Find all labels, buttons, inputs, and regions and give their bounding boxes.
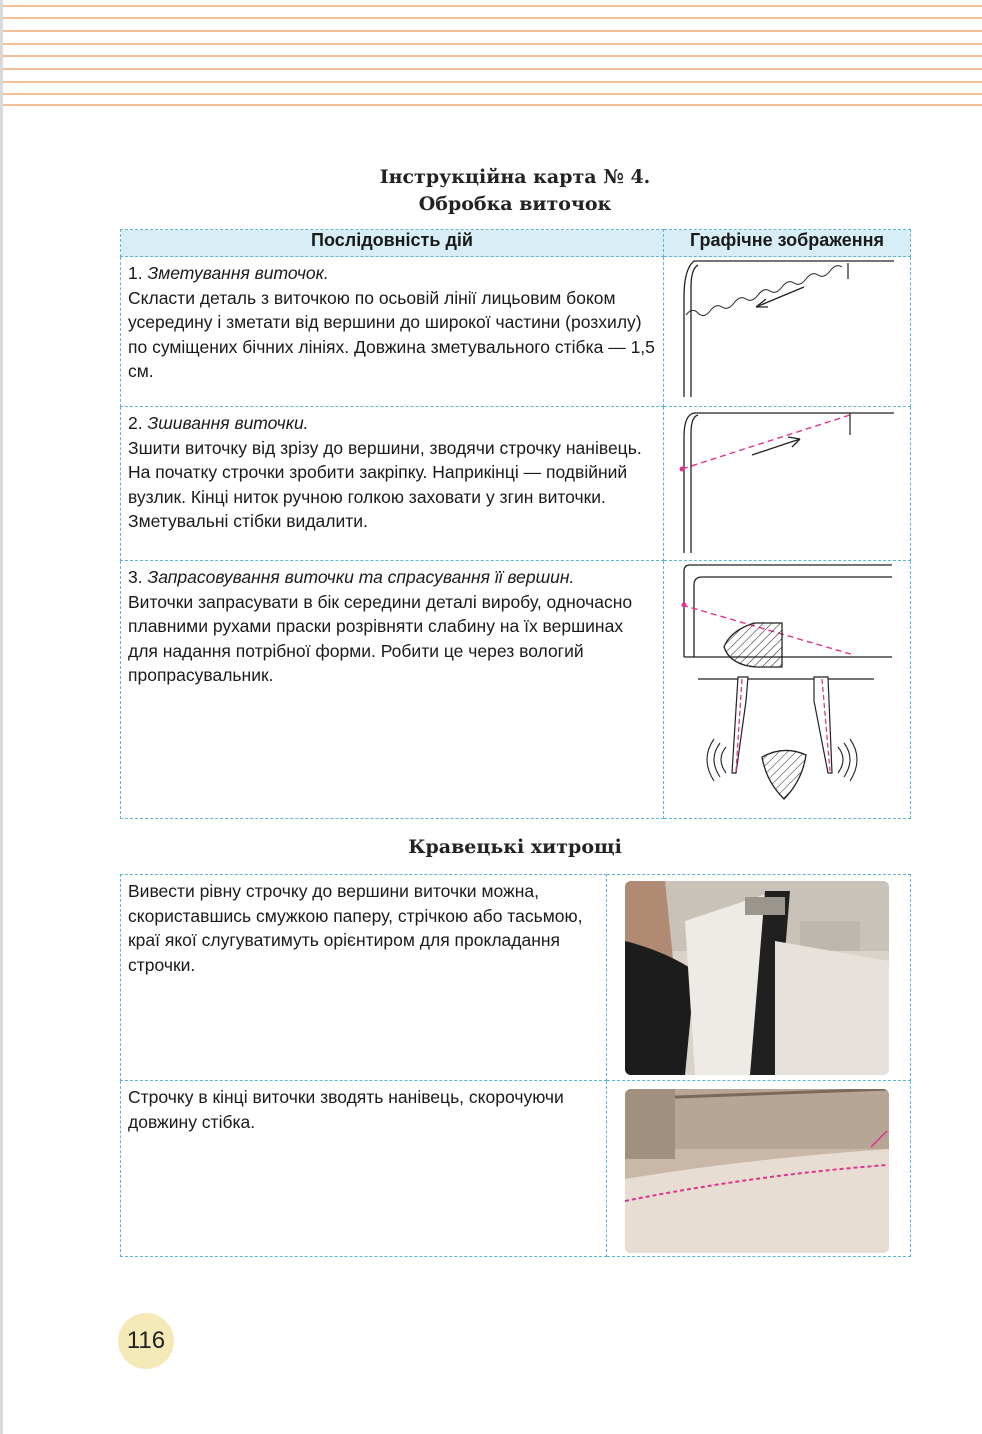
col-header-graphic: Графічне зображення xyxy=(664,230,911,257)
instruction-table xyxy=(120,229,911,819)
header-stripes xyxy=(0,0,982,110)
tip-cell xyxy=(121,1081,607,1257)
step-title: Запрасовування виточки та спрасування її вершин. xyxy=(147,567,575,587)
sewing-photo-2 xyxy=(625,1089,889,1253)
step-cell xyxy=(121,407,664,561)
step-number: 3. xyxy=(128,567,143,587)
graphic-cell xyxy=(664,257,911,407)
graphic-cell xyxy=(664,407,911,561)
card-subtitle: Обробка виточок xyxy=(418,193,612,215)
sewing-photo-1 xyxy=(625,881,889,1075)
tip-text: Вивести рівну строчку до вершини виточки можна, скориставшись смужкою паперу, стрічкою або тасьмою, краї якої слугуватимуть орієнтиром для прокладання строчки. xyxy=(128,881,583,975)
step-text: Зшити виточку від зрізу до вершини, зводячи строчку нанівець. На початку строчки зробити закріпку. Наприкінці — подвійний вузлик. Кінці ниток ручною голкою заховати у згин виточки. Зметувальні стібки видалити. xyxy=(128,437,642,531)
step-cell xyxy=(121,257,664,407)
pressing-diagram xyxy=(664,561,909,813)
page-edge xyxy=(0,0,3,1434)
basting-diagram xyxy=(664,257,909,401)
stitching-diagram xyxy=(664,407,909,555)
table-row xyxy=(121,257,911,407)
page-number: 116 xyxy=(118,1313,174,1369)
step-text: Скласти деталь з виточкою по осьовій лінії лицьовим боком усередину і зметати від вершини до широкої частини (розхилу) по суміщених бічних лініях. Довжина зметувального стібка — 1,5 см. xyxy=(128,287,655,381)
card-title: Інструкційна карта № 4. xyxy=(379,166,651,188)
step-title: Зшивання виточки. xyxy=(147,413,309,433)
step-text: Виточки запрасувати в бік середини деталі виробу, одночасно плавними рухами праски розрівняти слабину на їх вершинах для надання потрібної форми. Робити це через вологий пропрасувальник. xyxy=(128,591,633,685)
graphic-cell xyxy=(664,561,911,819)
step-cell xyxy=(121,561,664,819)
col-header-sequence: Послідовність дій xyxy=(121,230,664,257)
tips-title: Кравецькі хитрощі xyxy=(408,836,622,858)
step-number: 1. xyxy=(128,263,143,283)
tip-text: Строчку в кінці виточки зводять нанівець, скорочуючи довжину стібка. xyxy=(128,1087,564,1132)
tip-cell xyxy=(121,875,607,1081)
table-row xyxy=(121,407,911,561)
step-number: 2. xyxy=(128,413,143,433)
table-row xyxy=(121,561,911,819)
step-title: Зметування виточок. xyxy=(147,263,329,283)
